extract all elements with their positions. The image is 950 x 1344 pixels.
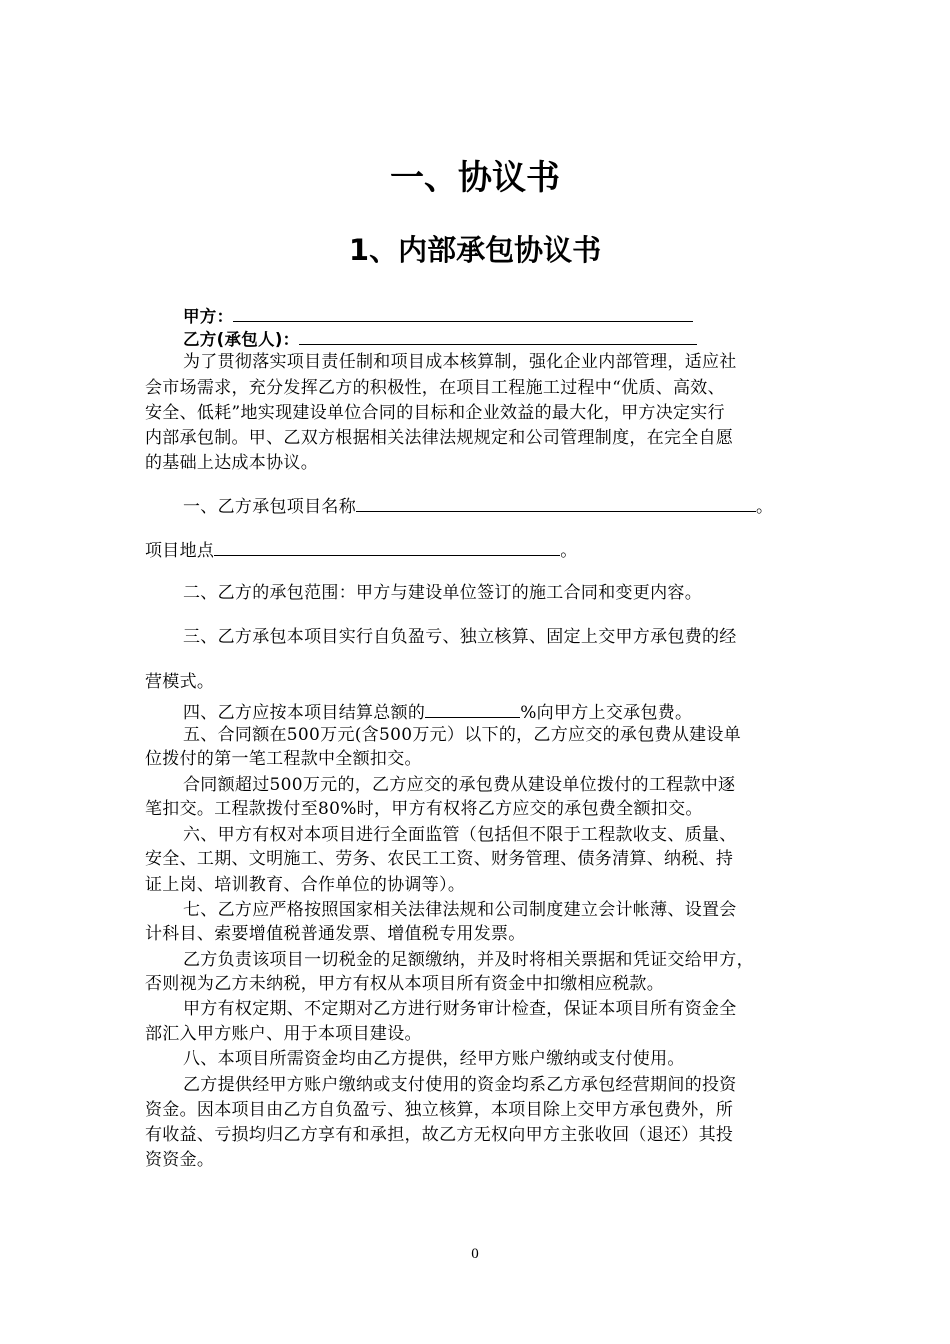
document-title: 一、协议书: [390, 158, 560, 198]
party-a-label: 甲方：: [183, 307, 234, 326]
clause-1-end: 。: [756, 497, 774, 517]
preamble-line: 会市场需求，充分发挥乙方的积极性，在项目工程施工过程中“优质、高效、: [145, 378, 725, 398]
clause-7c-line: 部汇入甲方账户、用于本项目建设。: [145, 1024, 422, 1044]
clause-7c-line: 甲方有权定期、不定期对乙方进行财务审计检查，保证本项目所有资金全: [183, 999, 737, 1019]
clause-5b-line: 合同额超过500万元的，乙方应交的承包费从建设单位拨付的工程款中逐: [183, 775, 736, 795]
page-number: 0: [471, 1246, 479, 1262]
clause-8b-line: 乙方提供经甲方账户缴纳或支付使用的资金均系乙方承包经营期间的投资: [183, 1075, 737, 1095]
fee-percent-blank[interactable]: [425, 699, 520, 718]
clause-7b-line: 否则视为乙方未纳税，甲方有权从本项目所有资金中扣缴相应税款。: [145, 974, 664, 994]
party-b-line: [183, 326, 823, 352]
location-label: 项目地点: [145, 541, 215, 561]
clause-6-line: 证上岗、培训教育、合作单位的协调等）。: [145, 875, 466, 895]
clause-8b-line: 资资金。: [145, 1150, 215, 1170]
clause-5b-line: 笔扣交。工程款拨付至80%时，甲方有权将乙方应交的承包费全额扣交。: [145, 799, 703, 819]
clause-5-line: 位拨付的第一笔工程款中全额扣交。: [145, 749, 422, 769]
clause-2: 二、乙方的承包范围：甲方与建设单位签订的施工合同和变更内容。: [183, 583, 702, 603]
preamble-line: 内部承包制。甲、乙双方根据相关法律法规规定和公司管理制度，在完全自愿: [145, 428, 734, 448]
project-location: [145, 537, 825, 563]
party-b-blank[interactable]: [299, 326, 697, 345]
location-end: 。: [560, 541, 578, 561]
project-location-blank[interactable]: [214, 537, 560, 556]
clause-7-line: 计科目、索要增值税普通发票、增值税专用发票。: [145, 924, 526, 944]
preamble-line: 为了贯彻落实项目责任制和项目成本核算制，强化企业内部管理，适应社: [183, 352, 737, 372]
clause-4-label: 四、乙方应按本项目结算总额的: [183, 703, 426, 723]
clause-3-line: 三、乙方承包本项目实行自负盈亏、独立核算、固定上交甲方承包费的经: [183, 627, 737, 647]
clause-8b-line: 资金。因本项目由乙方自负盈亏、独立核算，本项目除上交甲方承包费外，所: [145, 1100, 734, 1120]
clause-1: [183, 493, 823, 519]
preamble-line: 的基础上达成本协议。: [145, 453, 318, 473]
clause-4-end: %向甲方上交承包费。: [520, 703, 693, 723]
document-subtitle: 1、内部承包协议书: [348, 233, 602, 267]
clause-4: [183, 699, 823, 725]
clause-8b-line: 有收益、亏损均归乙方享有和承担，故乙方无权向甲方主张收回（退还）其投: [145, 1125, 734, 1145]
clause-5-line: 五、合同额在500万元(含500万元）以下的，乙方应交的承包费从建设单: [183, 725, 742, 745]
party-b-label: 乙方(承包人)：: [183, 330, 300, 349]
clause-3-line: 营模式。: [145, 672, 215, 692]
clause-7-line: 七、乙方应严格按照国家相关法律法规和公司制度建立会计帐薄、设置会: [183, 900, 737, 920]
clause-7b-line: 乙方负责该项目一切税金的足额缴纳，并及时将相关票据和凭证交给甲方，: [183, 950, 754, 970]
clause-6-line: 六、甲方有权对本项目进行全面监管（包括但不限于工程款收支、质量、: [183, 825, 737, 845]
project-name-blank[interactable]: [356, 493, 756, 512]
clause-8: 八、本项目所需资金均由乙方提供，经甲方账户缴纳或支付使用。: [183, 1049, 685, 1069]
clause-6-line: 安全、工期、文明施工、劳务、农民工工资、财务管理、债务清算、纳税、持: [145, 849, 734, 869]
preamble-line: 安全、低耗”地实现建设单位合同的目标和企业效益的最大化，甲方决定实行: [145, 403, 725, 423]
party-a-blank[interactable]: [233, 303, 693, 322]
clause-1-label: 一、乙方承包项目名称: [183, 497, 356, 517]
